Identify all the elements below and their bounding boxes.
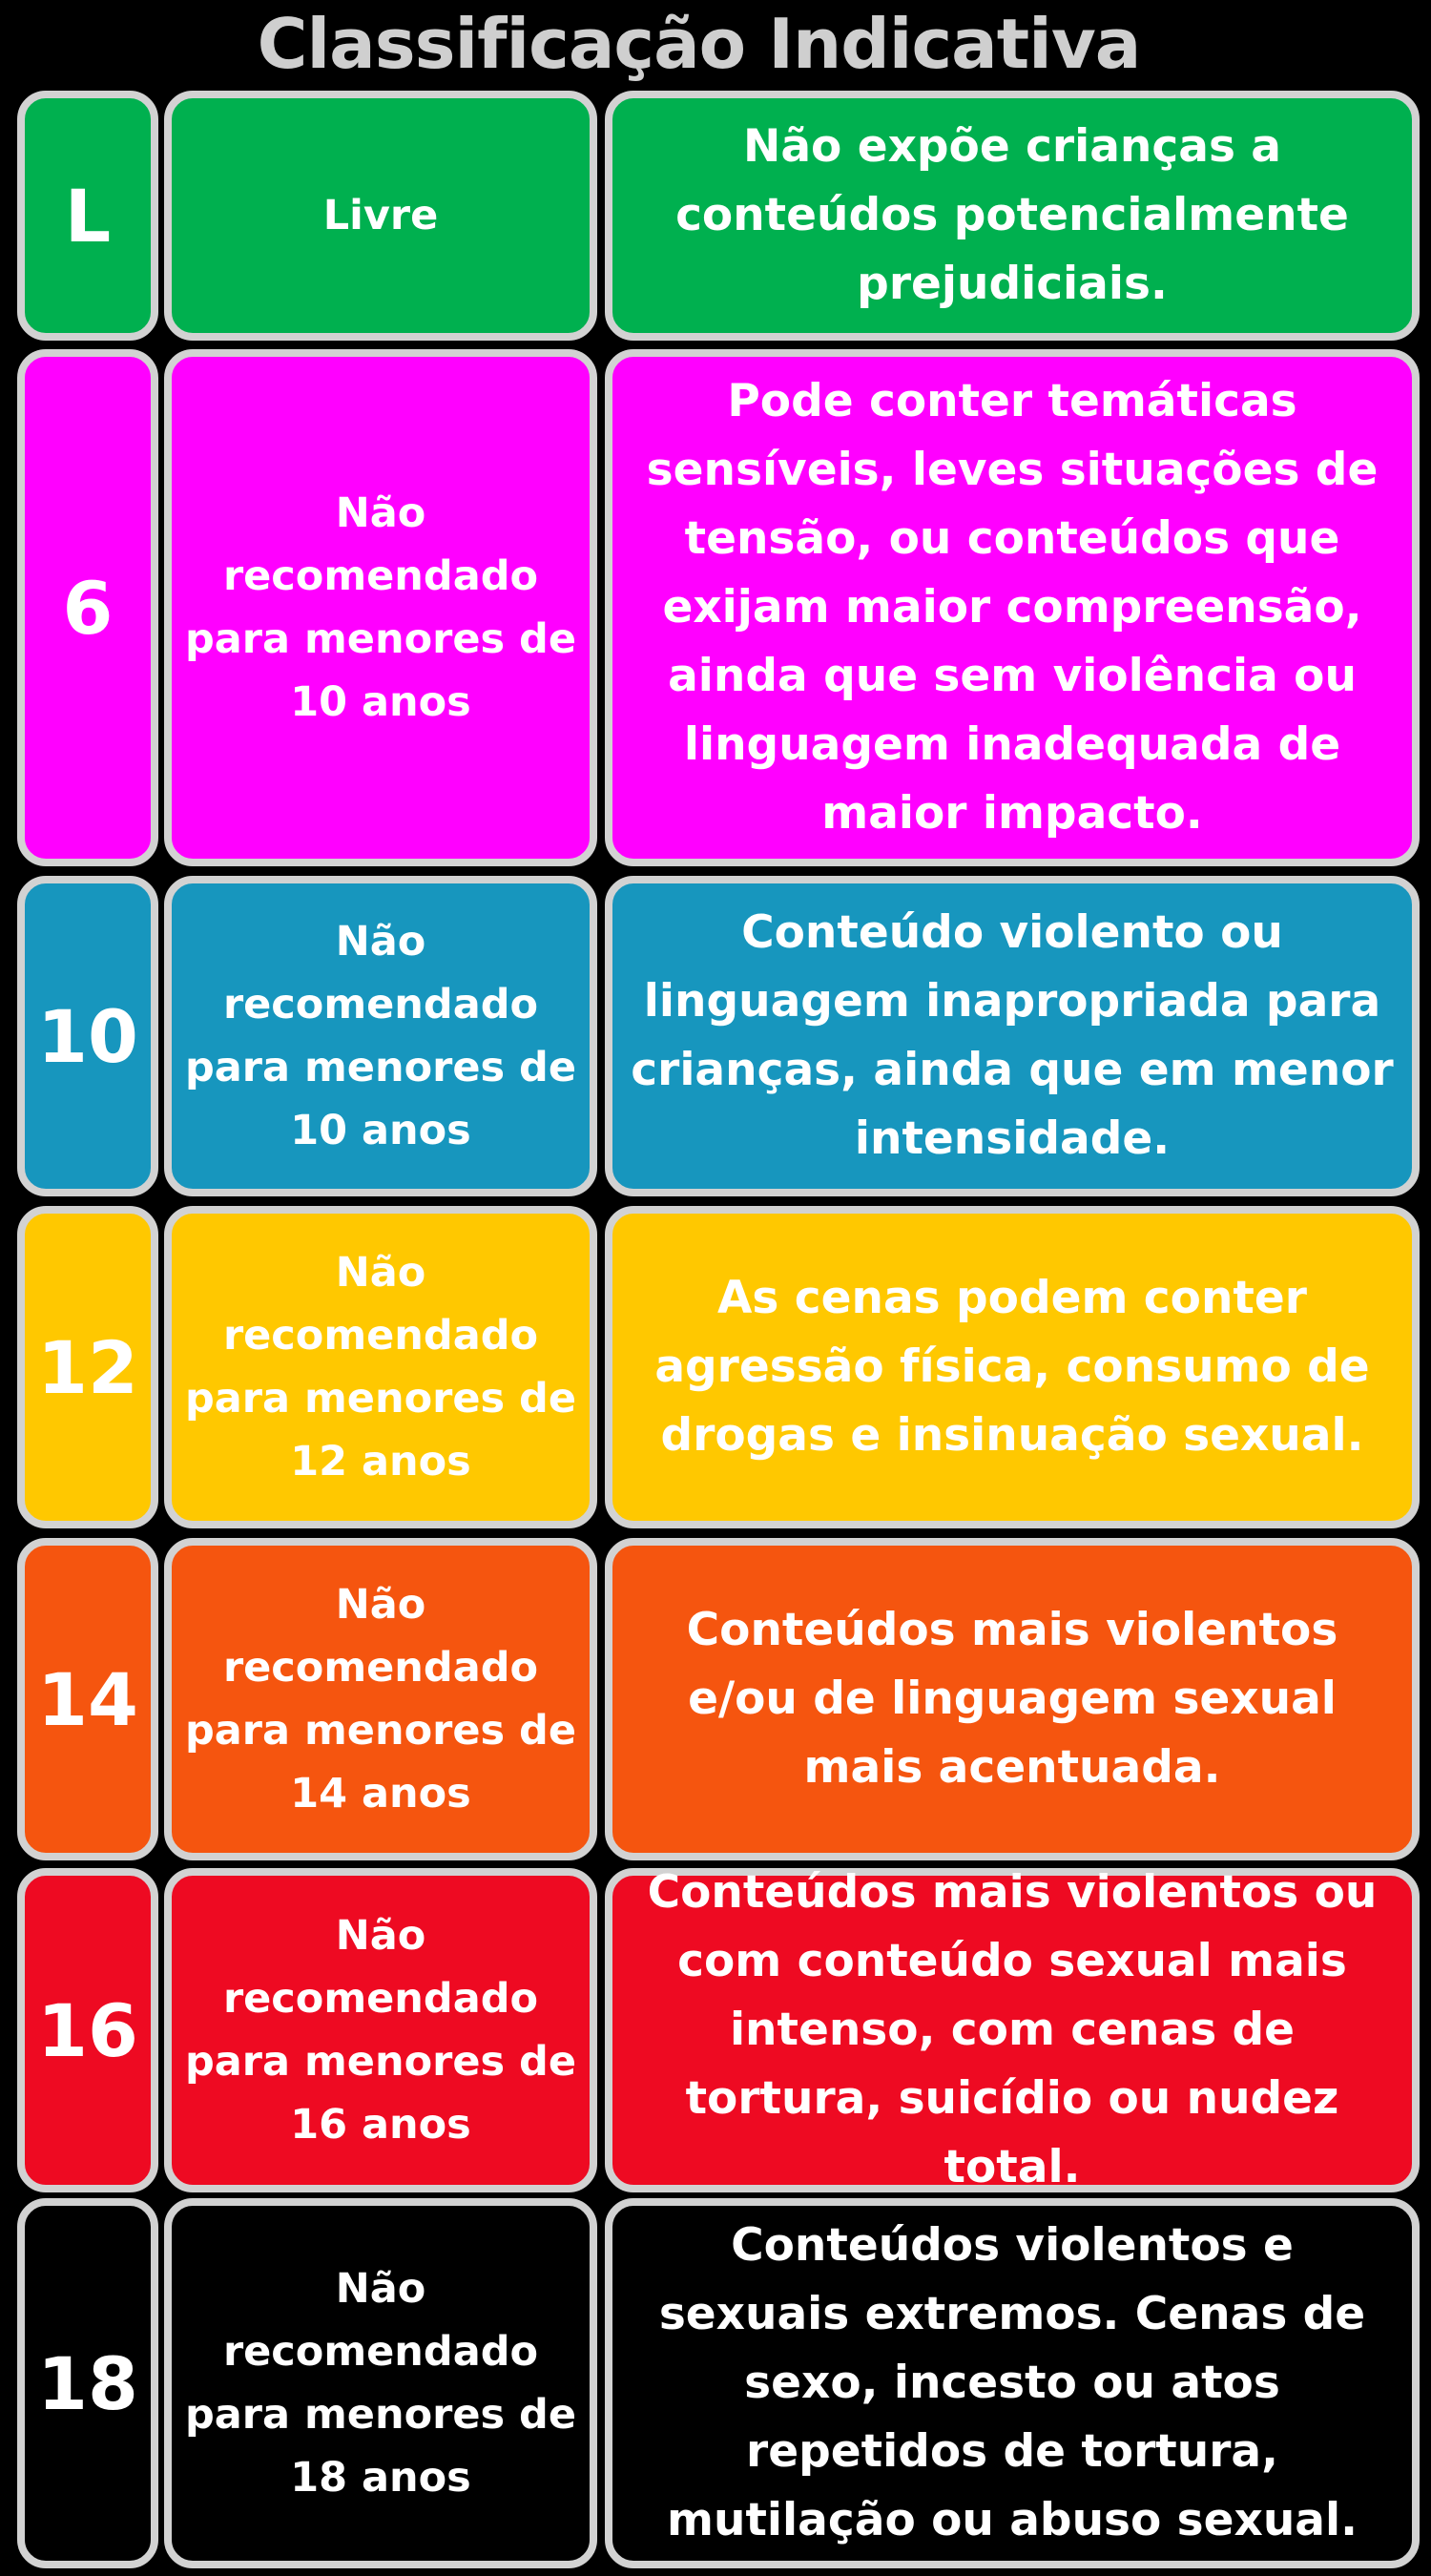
age-recommendation — [164, 2198, 597, 2568]
rating-value: 18 — [37, 2340, 138, 2426]
rating-value: L — [64, 173, 112, 259]
rating-row-14 — [0, 1538, 1431, 1860]
rating-value: 10 — [37, 993, 138, 1079]
description-text: Conteúdos mais violentos ou com conteúdo sexual mais intenso, com cenas de tortura, suicídio ou nudez total. — [647, 1866, 1378, 2193]
rating-badge — [17, 1538, 158, 1860]
age-label: Não recomendado para menores de 16 anos — [185, 1912, 576, 2149]
rating-badge — [17, 876, 158, 1196]
rating-description — [605, 2198, 1420, 2568]
rating-badge — [17, 91, 158, 341]
age-recommendation — [164, 1206, 597, 1528]
description-text: Conteúdo violento ou linguagem inapropriada para crianças, ainda que em menor intensidade. — [631, 906, 1394, 1165]
rating-row-l — [0, 91, 1431, 341]
rating-badge — [17, 1868, 158, 2192]
age-recommendation — [164, 349, 597, 866]
age-label: Não recomendado para menores de 12 anos — [185, 1249, 576, 1485]
rating-row-18 — [0, 2198, 1431, 2568]
age-recommendation — [164, 1868, 597, 2192]
rating-row-6 — [0, 349, 1431, 866]
rating-badge — [17, 349, 158, 866]
rating-row-10 — [0, 876, 1431, 1196]
rating-description — [605, 876, 1420, 1196]
age-label: Livre — [322, 192, 439, 239]
page-title: Classificação Indicativa — [257, 4, 1141, 84]
age-recommendation — [164, 1538, 597, 1860]
rating-description — [605, 1206, 1420, 1528]
age-label: Não recomendado para menores de 14 anos — [185, 1581, 576, 1818]
age-recommendation — [164, 876, 597, 1196]
rating-value: 14 — [37, 1656, 138, 1742]
description-text: Pode conter temáticas sensíveis, leves situações de tensão, ou conteúdos que exijam maior compreensão, ainda que sem violência ou linguagem inadequada de maior impacto. — [646, 375, 1379, 840]
rating-description — [605, 1538, 1420, 1860]
rating-row-12 — [0, 1206, 1431, 1528]
rating-badge — [17, 1206, 158, 1528]
age-label: Não recomendado para menores de 10 anos — [185, 918, 576, 1154]
rating-value: 16 — [37, 1987, 138, 2073]
rating-value: 12 — [37, 1324, 138, 1410]
description-text: As cenas podem conter agressão física, consumo de drogas e insinuação sexual. — [654, 1272, 1370, 1462]
age-label: Não recomendado para menores de 18 anos — [185, 2265, 576, 2502]
rating-badge — [17, 2198, 158, 2568]
rating-row-16 — [0, 1868, 1431, 2192]
rating-description — [605, 1868, 1420, 2192]
age-label: Não recomendado para menores de 10 anos — [185, 489, 576, 726]
age-recommendation — [164, 91, 597, 341]
description-text: Conteúdos mais violentos e/ou de linguagem sexual mais acentuada. — [686, 1604, 1338, 1794]
rating-description — [605, 349, 1420, 866]
description-text: Conteúdos violentos e sexuais extremos. Cenas de sexo, incesto ou atos repetidos de tortura, mutilação ou abuso sexual. — [658, 2219, 1366, 2546]
rating-description — [605, 91, 1420, 341]
description-text: Não expõe crianças a conteúdos potencialmente prejudiciais. — [675, 120, 1349, 310]
rating-value: 6 — [62, 565, 114, 651]
